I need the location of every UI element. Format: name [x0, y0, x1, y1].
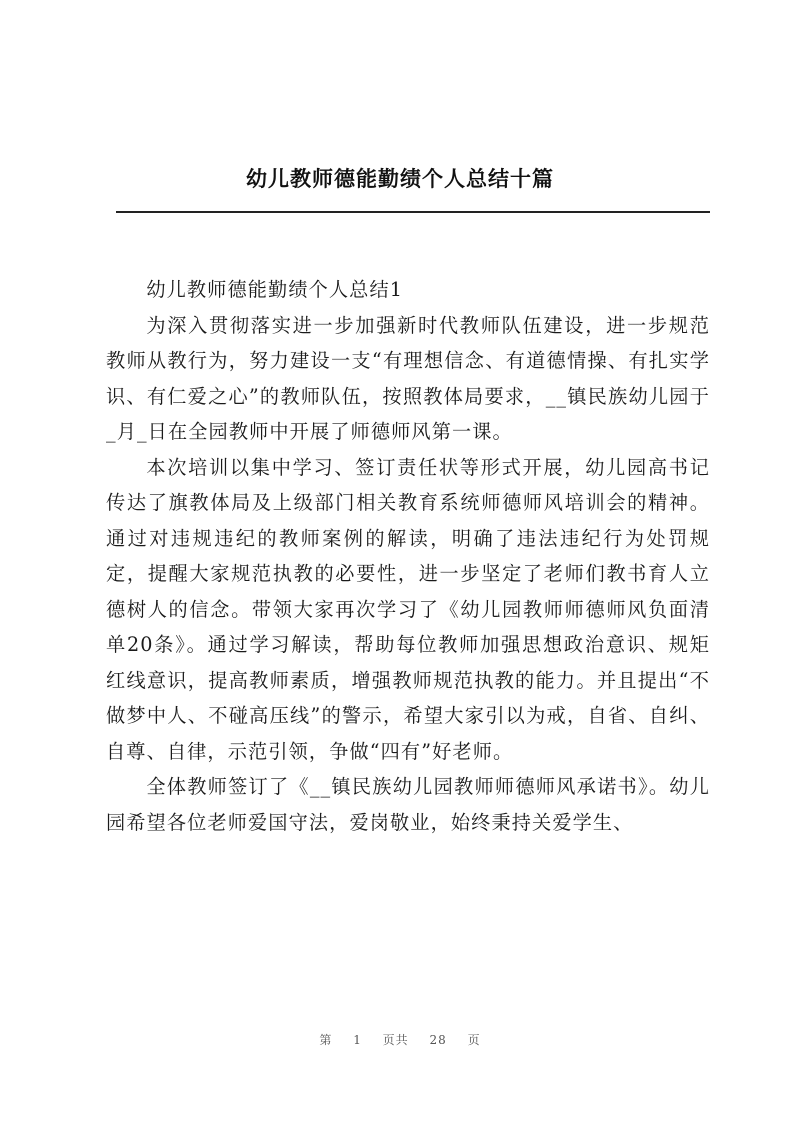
section-heading: 幼儿教师德能勤绩个人总结1 [146, 278, 404, 301]
footer-label-pages: 页 [467, 1033, 481, 1047]
page-footer [0, 1031, 800, 1048]
document-body [106, 272, 710, 840]
paragraph-3: 全体教师签订了《__镇民族幼儿园教师师德师风承诺书》。幼儿园希望各位老师爱国守法，爱岗敬业，始终秉持关爱学生、 [106, 775, 710, 834]
footer-current-page: 1 [353, 1033, 362, 1047]
footer-label-of: 页共 [382, 1033, 409, 1047]
paragraph-2: 本次培训以集中学习、签订责任状等形式开展，幼儿园高书记传达了旗教体局及上级部门相关教育系统师德师风培训会的精神。通过对违规违纪的教师案例的解读，明确了违法违纪行为处罚规定，提醒大家规范执教的必要性，进一步坚定了老师们教书育人立德树人的信念。带领大家再次学习了《幼儿园教师师德师风负面清单20条》。通过学习解读，帮助每位教师加强思想政治意识、规矩红线意识，提高教师素质，增强教师规范执教的能力。并且提出“不做梦中人、不碰高压线”的警示，希望大家引以为戒，自省、自纠、自尊、自律，示范引领，争做“四有”好老师。 [106, 455, 710, 763]
footer-label-page: 第 [319, 1033, 333, 1047]
document-title: 幼儿教师德能勤绩个人总结十篇 [246, 167, 554, 191]
paragraph-1: 为深入贯彻落实进一步加强新时代教师队伍建设，进一步规范教师从教行为，努力建设一支“有理想信念、有道德情操、有扎实学识、有仁爱之心”的教师队伍，按照教体局要求，__镇民族幼儿园于_月_日在全园教师中开展了师德师风第一课。 [106, 313, 710, 443]
title-divider [116, 211, 710, 213]
footer-total-pages: 28 [429, 1033, 447, 1047]
